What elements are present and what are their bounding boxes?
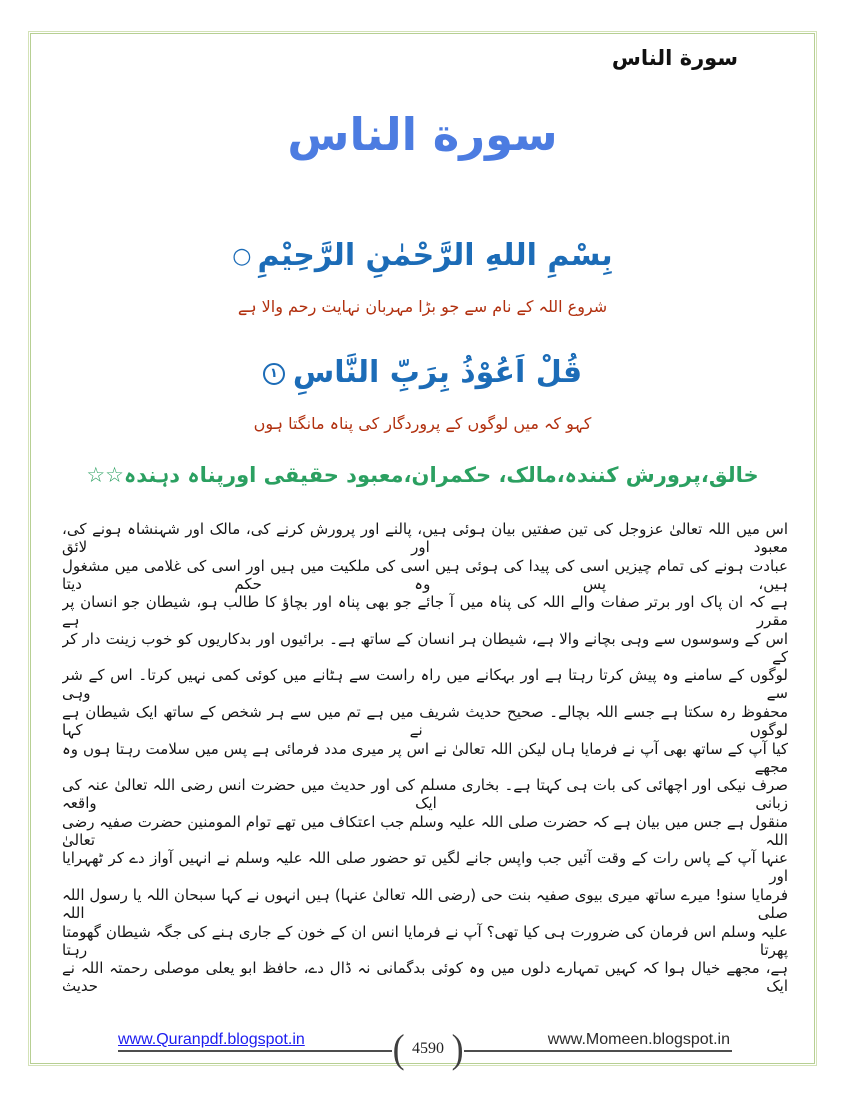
- page-number-brace-right: ): [451, 1026, 464, 1071]
- commentary-line: عبادت ہونے کی تمام چیزیں اسی کی پیدا کی ہوئی ہیں اسی کی ملکیت میں ہیں اور اسی کی غلامی میں مشغول ہیں، پس وہ حکم دیتا: [62, 556, 788, 593]
- ayah-number-circle-icon: ١: [263, 363, 285, 385]
- page-number-group: [388, 1028, 468, 1070]
- commentary-line: منقول ہے جس میں بیان ہے کہ حضرت صلی اللہ علیہ وسلم جب اعتکاف میں تھے توام المومنین حضرت صفیہ رضی اللہ تعالیٰ: [62, 812, 788, 849]
- footer-rule-right: [464, 1050, 732, 1052]
- commentary-line: اس کے وسوسوں سے وہی بچانے والا ہے، شیطان ہر انسان کے ساتھ ہے۔ برائیوں اور بدکاریوں کو خوب زینت دار کر کے: [62, 629, 788, 666]
- commentary-line: ہے کہ ان پاک اور برتر صفات والے اللہ کی پناہ میں آ جائے جو بھی پناہ اور بچاؤ کا طالب ہو، شیطان جو انسان پر مقرر ہے: [62, 593, 788, 630]
- commentary-line: عنہا آپ کے پاس رات کے وقت آئیں جب واپس جانے لگیں تو حضور صلی اللہ علیہ وسلم نے انہیں آواز دے کر ٹھہرایا اور: [62, 849, 788, 886]
- surah-main-title: سورة الناس: [287, 108, 558, 161]
- quranpdf-link[interactable]: www.Quranpdf.blogspot.in: [118, 1031, 305, 1048]
- commentary-line: کیا آپ کے ساتھ بھی آپ نے فرمایا ہاں لیکن اللہ تعالیٰ نے اس پر میری مدد فرمائی ہے پس میں سلامت رہتا ہوں وہ مجھے: [62, 739, 788, 776]
- commentary-heading: خالق،پرورش کنندہ،مالک، حکمران،معبود حقیقی اورپناہ دہندہ☆☆: [86, 463, 759, 487]
- bismillah-text: بِسْمِ اللهِ الرَّحْمٰنِ الرَّحِيْمِ: [257, 238, 613, 273]
- verse-text: قُلْ اَعُوْذُ بِرَبِّ النَّاسِ: [292, 355, 583, 390]
- momeen-link[interactable]: www.Momeen.blogspot.in: [547, 1031, 730, 1048]
- bismillah-line: [30, 238, 815, 273]
- surah-header-title: سورة الناس: [611, 46, 738, 70]
- commentary-line: ہے، مجھے خیال ہوا کہ کہیں تمہارے دلوں میں وہ کوئی بدگمانی نہ ڈال دے، حافظ ابو یعلی موصلی رحمتہ اللہ نے ایک حدیث: [62, 959, 788, 996]
- commentary-line: فرمایا سنو! میرے ساتھ میری بیوی صفیہ بنت حی (رضی اللہ تعالیٰ عنہا) ہیں انہوں نے کہا سبحان اللہ یا رسول اللہ صلی اللہ: [62, 885, 788, 922]
- commentary-line: لوگوں کے سامنے وہ پیش کرتا رہتا ہے اور بہکانے میں راہ راست سے ہٹانے میں کوئی کمی نہیں کرتا۔ اس کے شر سے وہی: [62, 666, 788, 703]
- commentary-body: [62, 520, 788, 996]
- verse-end-circle-icon: ○: [232, 244, 252, 269]
- page-number-brace-left: (: [392, 1026, 405, 1071]
- verse-translation: کہو کہ میں لوگوں کے پروردگار کی پناہ مانگتا ہوں: [253, 414, 592, 433]
- commentary-line: صرف نیکی اور اچھائی کی بات ہی کہتا ہے۔ بخاری مسلم کی اور حدیث میں حضرت انس رضی اللہ تعالیٰ عنہ کی زبانی ایک واقعہ: [62, 776, 788, 813]
- verse-line: [30, 355, 815, 390]
- page-number: 4590: [412, 1040, 444, 1057]
- footer-rule-left: [118, 1050, 392, 1052]
- commentary-line: اس میں اللہ تعالیٰ عزوجل کی تین صفتیں بیان ہوئی ہیں، پالنے اور پرورش کرنے کی، مالک اور شہنشاہ ہونے کی، معبود اور لائق: [62, 520, 788, 556]
- bismillah-translation: شروع اللہ کے نام سے جو بڑا مہربان نہایت رحم والا ہے: [237, 297, 608, 316]
- commentary-line: محفوظ رہ سکتا ہے جسے اللہ بچالے۔ صحیح حدیث شریف میں ہے تم میں سے ہر شخص کے ساتھ ایک شیطان ہے لوگوں نے کہا: [62, 702, 788, 739]
- commentary-line: علیہ وسلم اس فرمان کی ضرورت ہی کیا تھی؟ آپ نے فرمایا انس ان کے خون کے جاری ہنے کی جگہ شیطان گھومتا پھرتا رہتا: [62, 922, 788, 959]
